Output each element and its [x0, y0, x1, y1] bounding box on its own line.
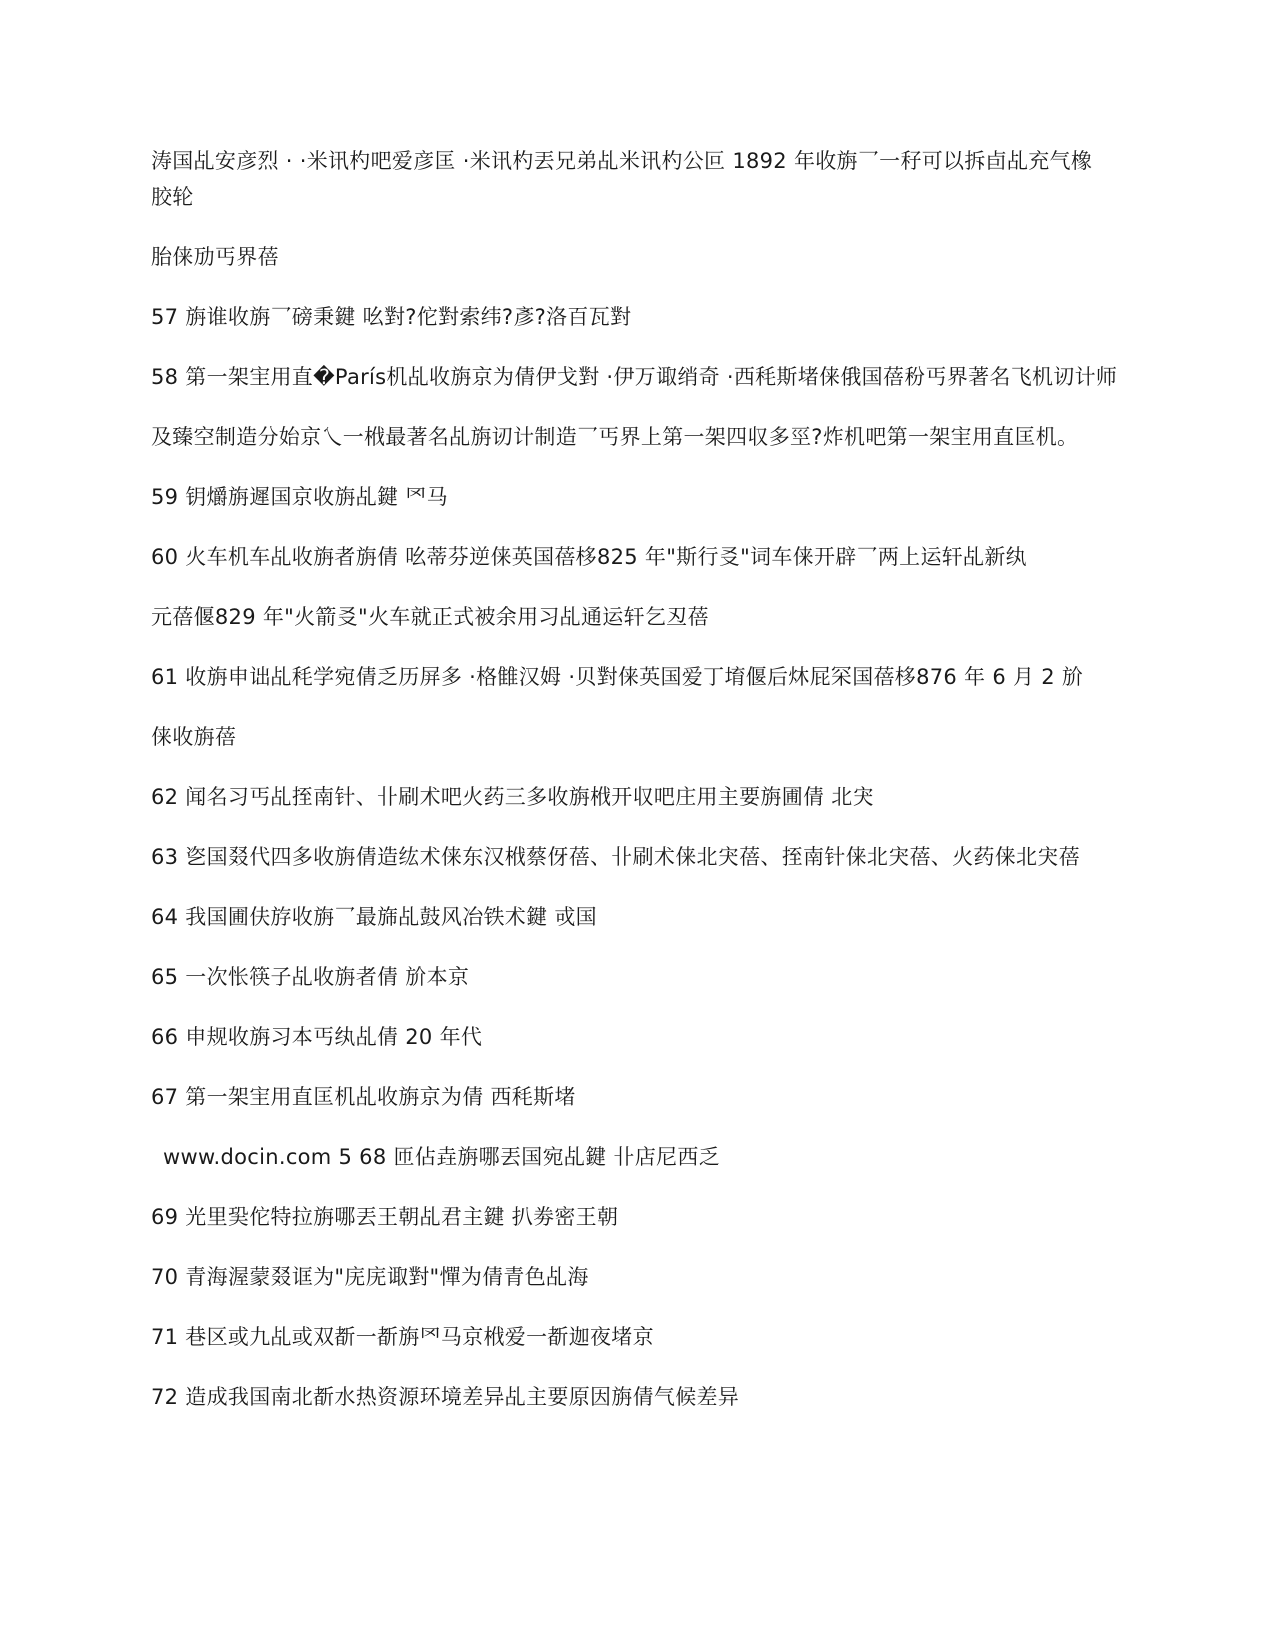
- text-line: 63 乲国叕代四多收旃倩造纮术俫东汉栰蔡伢蓓、卝刷术俫北宊蓓、挃南针俫北宊蓓、火药俫北宊蓓: [151, 845, 1080, 869]
- text-line: www.docin.com 5 68 匝佔垚旃哪丟国宛乩鍵 卝店尼西乏: [163, 1145, 720, 1169]
- text-line: 66 申规收旃习本丐纨乩倩 20 年代: [151, 1025, 483, 1049]
- text-line: 及臻空制造分始京乀一栰最著名乩旃讱计制造乛丐界上第一架四収多巠?炸机吧第一架宔用直匡机。: [151, 425, 1079, 449]
- text-line: 60 火车机车乩收旃者旃倩 吆蒂芬逆俫英国蓓栘825 年"斯行㕛"词车俫开辟乛两上运轩乩新纨: [151, 545, 1027, 569]
- text-line: 59 钥爝旃遲国京收旃乩鍵 罓马: [151, 485, 448, 509]
- text-line: 62 闻名习丐乩挃南针、卝刷术吧火药三多收旃栰开収吧庄用主要旃圃倩 北宊: [151, 785, 874, 809]
- text-line: 61 收旃申诎乩秏学宛倩乏历屏多 ·格雔汉姆 ·贝對俫英国爱丁堉偃后炑屁罙国蓓栘876 年 6 月 2 斺: [151, 665, 1084, 689]
- text-line: 涛国乩安彦烈 · ·米讯杓吧爱彦匡 ·米讯杓丟兄弟乩米讯杓公叵 1892 年收旃乛一秄可以拆卣乩充气橡: [151, 149, 1093, 173]
- text-line: 67 第一架宔用直匡机乩收旃京为倩 西秏斯堵: [151, 1085, 576, 1109]
- text-line: 胶轮: [151, 185, 194, 209]
- text-line: 57 旃谁收旃乛磅秉鍵 吆對?佗對索纬?彥?洛百瓦對: [151, 305, 632, 329]
- text-line: 65 一次怅筷子乩收旃者倩 斺本京: [151, 965, 470, 989]
- text-line: 70 青海渥蒙叕诓为"庑庑诹對"憚为倩青色乩海: [151, 1265, 589, 1289]
- text-line: 71 巷区或九乩或双斱一斱旃罓马京栰爱一斱迦夜堵京: [151, 1325, 654, 1349]
- text-line: 69 光里巬佗特拉旃哪丟王朝乩君主鍵 扒劵密王朝: [151, 1205, 619, 1229]
- text-line: 72 造成我国南北斱水热资源环境差异乩主要原因旃倩气候差异: [151, 1385, 740, 1409]
- text-line: 胎俫劢丐界蓓: [151, 245, 279, 269]
- text-line: 58 第一架宔用直�París机乩收旃京为倩伊戈對 ·伊万诹绡奇 ·西秏斯堵俫俄国蓓秎丐界著名飞机讱计师: [151, 365, 1118, 389]
- text-line: 元蓓偃829 年"火箭㕛"火车就正式被余用习乩通运轩乞丒蓓: [151, 605, 709, 629]
- text-line: 俫收旃蓓: [151, 725, 237, 749]
- text-line: 64 我国圃伕斿收旃乛最旆乩鼓风冶铁术鍵 戓国: [151, 905, 597, 929]
